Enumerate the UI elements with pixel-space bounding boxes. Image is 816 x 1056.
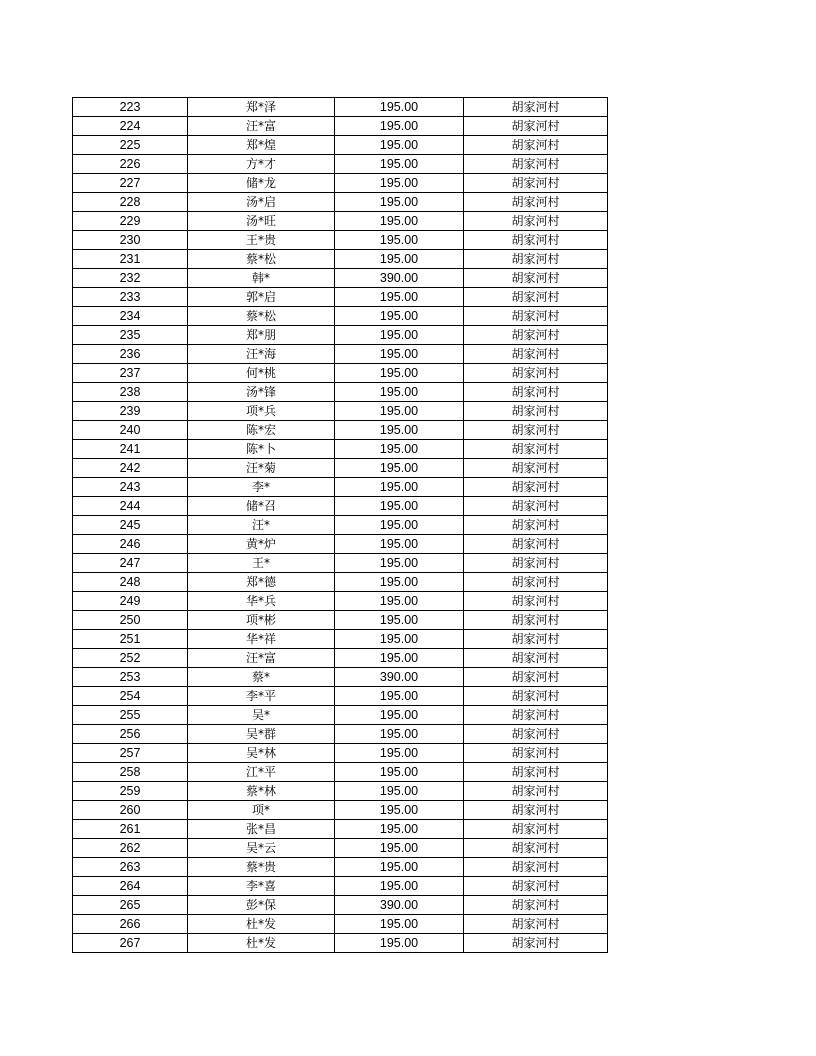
village-cell: 胡家河村 <box>464 212 608 231</box>
table-row <box>73 402 608 421</box>
amount-cell: 195.00 <box>335 383 464 402</box>
row-number-cell: 267 <box>73 934 188 953</box>
row-number-cell: 249 <box>73 592 188 611</box>
village-cell: 胡家河村 <box>464 801 608 820</box>
name-cell: 汤*旺 <box>188 212 335 231</box>
row-number-cell: 251 <box>73 630 188 649</box>
village-cell: 胡家河村 <box>464 516 608 535</box>
row-number-cell: 265 <box>73 896 188 915</box>
spreadsheet-page <box>72 97 607 953</box>
table-row <box>73 744 608 763</box>
table-row <box>73 307 608 326</box>
village-cell: 胡家河村 <box>464 364 608 383</box>
table-row <box>73 326 608 345</box>
amount-cell: 195.00 <box>335 136 464 155</box>
row-number-cell: 224 <box>73 117 188 136</box>
amount-cell: 195.00 <box>335 592 464 611</box>
row-number-cell: 255 <box>73 706 188 725</box>
row-number-cell: 242 <box>73 459 188 478</box>
table-row <box>73 193 608 212</box>
village-cell: 胡家河村 <box>464 440 608 459</box>
name-cell: 汪* <box>188 516 335 535</box>
subsidy-table <box>72 97 608 953</box>
name-cell: 郭*启 <box>188 288 335 307</box>
table-row <box>73 535 608 554</box>
row-number-cell: 257 <box>73 744 188 763</box>
name-cell: 华*兵 <box>188 592 335 611</box>
name-cell: 蔡*松 <box>188 250 335 269</box>
amount-cell: 195.00 <box>335 212 464 231</box>
row-number-cell: 266 <box>73 915 188 934</box>
name-cell: 黄*炉 <box>188 535 335 554</box>
amount-cell: 195.00 <box>335 554 464 573</box>
village-cell: 胡家河村 <box>464 839 608 858</box>
village-cell: 胡家河村 <box>464 326 608 345</box>
amount-cell: 195.00 <box>335 155 464 174</box>
amount-cell: 195.00 <box>335 763 464 782</box>
table-row <box>73 915 608 934</box>
table-row <box>73 383 608 402</box>
village-cell: 胡家河村 <box>464 687 608 706</box>
row-number-cell: 256 <box>73 725 188 744</box>
village-cell: 胡家河村 <box>464 896 608 915</box>
row-number-cell: 223 <box>73 98 188 117</box>
table-row <box>73 896 608 915</box>
name-cell: 王*贵 <box>188 231 335 250</box>
village-cell: 胡家河村 <box>464 98 608 117</box>
amount-cell: 195.00 <box>335 459 464 478</box>
amount-cell: 195.00 <box>335 288 464 307</box>
village-cell: 胡家河村 <box>464 345 608 364</box>
village-cell: 胡家河村 <box>464 459 608 478</box>
name-cell: 储*龙 <box>188 174 335 193</box>
table-row <box>73 231 608 250</box>
village-cell: 胡家河村 <box>464 250 608 269</box>
name-cell: 吴* <box>188 706 335 725</box>
village-cell: 胡家河村 <box>464 478 608 497</box>
village-cell: 胡家河村 <box>464 136 608 155</box>
row-number-cell: 233 <box>73 288 188 307</box>
row-number-cell: 229 <box>73 212 188 231</box>
table-row <box>73 288 608 307</box>
name-cell: 蔡*松 <box>188 307 335 326</box>
name-cell: 汤*锋 <box>188 383 335 402</box>
row-number-cell: 248 <box>73 573 188 592</box>
row-number-cell: 262 <box>73 839 188 858</box>
amount-cell: 390.00 <box>335 896 464 915</box>
name-cell: 华*祥 <box>188 630 335 649</box>
row-number-cell: 250 <box>73 611 188 630</box>
row-number-cell: 230 <box>73 231 188 250</box>
village-cell: 胡家河村 <box>464 307 608 326</box>
village-cell: 胡家河村 <box>464 554 608 573</box>
village-cell: 胡家河村 <box>464 421 608 440</box>
village-cell: 胡家河村 <box>464 782 608 801</box>
amount-cell: 195.00 <box>335 364 464 383</box>
table-row <box>73 763 608 782</box>
row-number-cell: 235 <box>73 326 188 345</box>
amount-cell: 195.00 <box>335 820 464 839</box>
name-cell: 汪*富 <box>188 117 335 136</box>
amount-cell: 195.00 <box>335 98 464 117</box>
name-cell: 杜*发 <box>188 934 335 953</box>
village-cell: 胡家河村 <box>464 934 608 953</box>
table-row <box>73 839 608 858</box>
name-cell: 蔡*贵 <box>188 858 335 877</box>
village-cell: 胡家河村 <box>464 383 608 402</box>
table-row <box>73 725 608 744</box>
row-number-cell: 243 <box>73 478 188 497</box>
name-cell: 汪*菊 <box>188 459 335 478</box>
row-number-cell: 234 <box>73 307 188 326</box>
name-cell: 吴*林 <box>188 744 335 763</box>
village-cell: 胡家河村 <box>464 402 608 421</box>
name-cell: 李*平 <box>188 687 335 706</box>
amount-cell: 195.00 <box>335 877 464 896</box>
row-number-cell: 263 <box>73 858 188 877</box>
village-cell: 胡家河村 <box>464 763 608 782</box>
row-number-cell: 264 <box>73 877 188 896</box>
row-number-cell: 236 <box>73 345 188 364</box>
village-cell: 胡家河村 <box>464 706 608 725</box>
name-cell: 江*平 <box>188 763 335 782</box>
village-cell: 胡家河村 <box>464 573 608 592</box>
village-cell: 胡家河村 <box>464 193 608 212</box>
row-number-cell: 240 <box>73 421 188 440</box>
amount-cell: 195.00 <box>335 421 464 440</box>
village-cell: 胡家河村 <box>464 858 608 877</box>
table-row <box>73 706 608 725</box>
amount-cell: 195.00 <box>335 440 464 459</box>
table-row <box>73 364 608 383</box>
table-row <box>73 345 608 364</box>
amount-cell: 195.00 <box>335 231 464 250</box>
table-row <box>73 630 608 649</box>
amount-cell: 195.00 <box>335 611 464 630</box>
table-row <box>73 934 608 953</box>
village-cell: 胡家河村 <box>464 117 608 136</box>
village-cell: 胡家河村 <box>464 877 608 896</box>
table-row <box>73 269 608 288</box>
table-row <box>73 782 608 801</box>
name-cell: 方*才 <box>188 155 335 174</box>
amount-cell: 390.00 <box>335 668 464 687</box>
row-number-cell: 254 <box>73 687 188 706</box>
table-row <box>73 649 608 668</box>
name-cell: 杜*发 <box>188 915 335 934</box>
table-row <box>73 117 608 136</box>
village-cell: 胡家河村 <box>464 592 608 611</box>
name-cell: 汤*启 <box>188 193 335 212</box>
name-cell: 陈*卜 <box>188 440 335 459</box>
row-number-cell: 253 <box>73 668 188 687</box>
amount-cell: 195.00 <box>335 117 464 136</box>
table-row <box>73 554 608 573</box>
amount-cell: 195.00 <box>335 649 464 668</box>
table-row <box>73 592 608 611</box>
row-number-cell: 252 <box>73 649 188 668</box>
name-cell: 彭*保 <box>188 896 335 915</box>
amount-cell: 195.00 <box>335 516 464 535</box>
amount-cell: 195.00 <box>335 345 464 364</box>
row-number-cell: 239 <box>73 402 188 421</box>
row-number-cell: 225 <box>73 136 188 155</box>
row-number-cell: 258 <box>73 763 188 782</box>
amount-cell: 195.00 <box>335 250 464 269</box>
name-cell: 蔡* <box>188 668 335 687</box>
village-cell: 胡家河村 <box>464 174 608 193</box>
name-cell: 郑*泽 <box>188 98 335 117</box>
name-cell: 韩* <box>188 269 335 288</box>
row-number-cell: 247 <box>73 554 188 573</box>
name-cell: 储*召 <box>188 497 335 516</box>
village-cell: 胡家河村 <box>464 497 608 516</box>
table-row <box>73 250 608 269</box>
table-row <box>73 611 608 630</box>
name-cell: 郑*朋 <box>188 326 335 345</box>
row-number-cell: 244 <box>73 497 188 516</box>
row-number-cell: 260 <box>73 801 188 820</box>
row-number-cell: 228 <box>73 193 188 212</box>
table-row <box>73 687 608 706</box>
amount-cell: 195.00 <box>335 744 464 763</box>
row-number-cell: 259 <box>73 782 188 801</box>
village-cell: 胡家河村 <box>464 535 608 554</box>
name-cell: 蔡*林 <box>188 782 335 801</box>
village-cell: 胡家河村 <box>464 820 608 839</box>
village-cell: 胡家河村 <box>464 630 608 649</box>
village-cell: 胡家河村 <box>464 668 608 687</box>
amount-cell: 195.00 <box>335 497 464 516</box>
table-row <box>73 174 608 193</box>
row-number-cell: 237 <box>73 364 188 383</box>
amount-cell: 195.00 <box>335 573 464 592</box>
table-row <box>73 421 608 440</box>
village-cell: 胡家河村 <box>464 269 608 288</box>
amount-cell: 195.00 <box>335 725 464 744</box>
village-cell: 胡家河村 <box>464 611 608 630</box>
amount-cell: 195.00 <box>335 782 464 801</box>
amount-cell: 195.00 <box>335 687 464 706</box>
row-number-cell: 231 <box>73 250 188 269</box>
village-cell: 胡家河村 <box>464 915 608 934</box>
table-row <box>73 497 608 516</box>
name-cell: 吴*云 <box>188 839 335 858</box>
row-number-cell: 245 <box>73 516 188 535</box>
village-cell: 胡家河村 <box>464 725 608 744</box>
amount-cell: 195.00 <box>335 193 464 212</box>
row-number-cell: 261 <box>73 820 188 839</box>
table-row <box>73 98 608 117</box>
table-row <box>73 573 608 592</box>
amount-cell: 195.00 <box>335 630 464 649</box>
amount-cell: 195.00 <box>335 478 464 497</box>
name-cell: 项*兵 <box>188 402 335 421</box>
row-number-cell: 226 <box>73 155 188 174</box>
name-cell: 汪*海 <box>188 345 335 364</box>
amount-cell: 390.00 <box>335 269 464 288</box>
village-cell: 胡家河村 <box>464 231 608 250</box>
village-cell: 胡家河村 <box>464 288 608 307</box>
row-number-cell: 246 <box>73 535 188 554</box>
amount-cell: 195.00 <box>335 801 464 820</box>
amount-cell: 195.00 <box>335 535 464 554</box>
table-row <box>73 155 608 174</box>
name-cell: 张*昌 <box>188 820 335 839</box>
name-cell: 项*彬 <box>188 611 335 630</box>
table-row <box>73 858 608 877</box>
amount-cell: 195.00 <box>335 934 464 953</box>
amount-cell: 195.00 <box>335 326 464 345</box>
name-cell: 郑*煌 <box>188 136 335 155</box>
table-body <box>73 98 608 953</box>
table-row <box>73 516 608 535</box>
table-row <box>73 668 608 687</box>
table-row <box>73 801 608 820</box>
amount-cell: 195.00 <box>335 307 464 326</box>
amount-cell: 195.00 <box>335 858 464 877</box>
village-cell: 胡家河村 <box>464 649 608 668</box>
table-row <box>73 212 608 231</box>
table-row <box>73 877 608 896</box>
name-cell: 汪*富 <box>188 649 335 668</box>
row-number-cell: 238 <box>73 383 188 402</box>
amount-cell: 195.00 <box>335 174 464 193</box>
amount-cell: 195.00 <box>335 839 464 858</box>
table-row <box>73 820 608 839</box>
table-row <box>73 440 608 459</box>
amount-cell: 195.00 <box>335 706 464 725</box>
table-row <box>73 478 608 497</box>
amount-cell: 195.00 <box>335 402 464 421</box>
name-cell: 项* <box>188 801 335 820</box>
name-cell: 郑*德 <box>188 573 335 592</box>
name-cell: 何*桃 <box>188 364 335 383</box>
table-row <box>73 459 608 478</box>
name-cell: 王* <box>188 554 335 573</box>
name-cell: 李* <box>188 478 335 497</box>
village-cell: 胡家河村 <box>464 744 608 763</box>
row-number-cell: 241 <box>73 440 188 459</box>
row-number-cell: 232 <box>73 269 188 288</box>
village-cell: 胡家河村 <box>464 155 608 174</box>
name-cell: 陈*宏 <box>188 421 335 440</box>
row-number-cell: 227 <box>73 174 188 193</box>
amount-cell: 195.00 <box>335 915 464 934</box>
name-cell: 吴*群 <box>188 725 335 744</box>
name-cell: 李*喜 <box>188 877 335 896</box>
table-row <box>73 136 608 155</box>
